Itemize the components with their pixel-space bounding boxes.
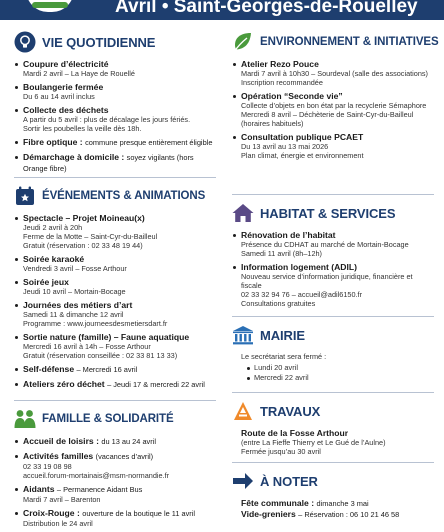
- list-item: Démarchage à domicile : soyez vigilants (hors Orange fibre): [14, 152, 216, 174]
- list-item: Croix-Rouge : ouverture de la boutique le 11 avril Distribution le 24 avril: [14, 508, 216, 528]
- section-habitat: [232, 194, 434, 312]
- list-item: Aidants – Permanence Aidant Bus Mardi 7 avril – Barenton: [14, 484, 216, 504]
- house-icon: [232, 202, 254, 224]
- list-item: Collecte des déchets A partir du 5 avril : plus de décalage les jours fériés. Sortir les poubelles la veille dès 18h.: [14, 105, 216, 133]
- list-item: Lundi 20 avril: [232, 363, 434, 373]
- list-item: Journées des métiers d’art Samedi 11 & dimanche 12 avril Programme : www.journeesdesmetiersdart.fr: [14, 300, 216, 328]
- section-title: VIE QUOTIDIENNE: [42, 34, 156, 50]
- section-famille: [14, 400, 216, 532]
- list-item: Self-défense – Mercredi 16 avril: [14, 364, 216, 375]
- list-item: Coupure d’électricité Mardi 2 avril – La Haye de Rouellé: [14, 59, 216, 78]
- list-item: Sortie nature (famille) – Faune aquatique Mercredi 16 avril à 14h – Fosse Arthour Gratuit (réservation conseillée : 02 33 81 13 33): [14, 332, 216, 360]
- town-hall-icon: [232, 324, 254, 346]
- section-title: ENVIRONNEMENT & INITIATIVES: [260, 36, 439, 48]
- list-item: Soirée karaoké Vendredi 3 avril – Fosse Arthour: [14, 254, 216, 273]
- section-a-noter: [232, 462, 434, 520]
- page-header: [0, 0, 444, 20]
- mairie-intro: Le secrétariat sera fermé :: [241, 352, 327, 361]
- list-item: Rénovation de l’habitat Présence du CDHAT au marché de Mortain-Bocage Samedi 11 avril (8h–12h): [232, 230, 434, 258]
- list-item: Boulangerie fermée Du 6 au 14 avril inclus: [14, 82, 216, 101]
- travaux-subtitle: Route de la Fosse Arthour: [241, 428, 349, 438]
- section-title: À NOTER: [260, 473, 318, 489]
- section-mairie: [232, 316, 434, 383]
- section-title: HABITAT & SERVICES: [260, 205, 396, 221]
- list-item: Opération “Seconde vie” Collecte d’objets en bon état par la recyclerie Sémaphore Mercredi 8 avril – Déchèterie de Saint-Cyr-du-Bailleul (horaires habituels): [232, 91, 434, 128]
- section-title: FAMILLE & SOLIDARITÉ: [42, 413, 174, 425]
- calendar-icon: [14, 185, 36, 207]
- logo: [26, 0, 74, 12]
- arrow-icon: [232, 470, 254, 492]
- list-item: Fibre optique : commune presque entièrement éligible: [14, 137, 216, 148]
- list-item: Activités familles (vacances d’avril) 02 33 19 08 98 accueil.forum-mortainais@msm-normandie.fr: [14, 451, 216, 480]
- list-item: Atelier Rezo Pouce Mardi 7 avril à 10h30 – Sourdeval (salle des associations) Inscription recommandée: [232, 59, 434, 87]
- section-title: TRAVAUX: [260, 403, 321, 419]
- list-item: Mercredi 22 avril: [232, 373, 434, 383]
- section-evenements: [14, 177, 216, 394]
- roadwork-icon: [232, 400, 254, 422]
- list-item: Consultation publique PCAET Du 13 avril au 13 mai 2026 Plan climat, énergie et environnement: [232, 132, 434, 160]
- page-title: Avril • Saint-Georges-de-Rouelley: [115, 0, 418, 17]
- list-item: Information logement (ADIL) Nouveau service d’information juridique, financière et fiscale 02 33 32 94 76 – accueil@adil6150.fr Consultations gratuites: [232, 262, 434, 308]
- leaf-icon: [232, 31, 254, 53]
- section-title: MAIRIE: [260, 327, 305, 343]
- list-item: Soirée jeux Jeudi 10 avril – Mortain-Bocage: [14, 277, 216, 296]
- section-travaux: TRAVAUX Route de la Fosse Arthour (entre La Fieffe Thierry et Le Gué de l’Aulne) Fermée jusqu’au 30 avril: [232, 392, 434, 456]
- lightbulb-icon: [14, 31, 36, 53]
- list-item: Fête communale : dimanche 3 mai: [241, 498, 369, 508]
- list-item: Spectacle – Projet Moineau(x) Jeudi 2 avril à 20h Ferme de la Motte – Saint-Cyr-du-Bailleul Gratuit (réservation : 02 33 48 19 44): [14, 213, 216, 250]
- section-environnement: [232, 30, 439, 164]
- list-item: Vide-greniers – Réservation : 06 10 21 46 58: [241, 509, 400, 519]
- list-item: Accueil de loisirs : du 13 au 24 avril: [14, 436, 216, 447]
- list-item: Ateliers zéro déchet – Jeudi 17 & mercredi 22 avril: [14, 379, 216, 390]
- section-title: ÉVÉNEMENTS & ANIMATIONS: [42, 190, 206, 202]
- family-icon: [14, 408, 36, 430]
- section-vie-quotidienne: [14, 30, 216, 178]
